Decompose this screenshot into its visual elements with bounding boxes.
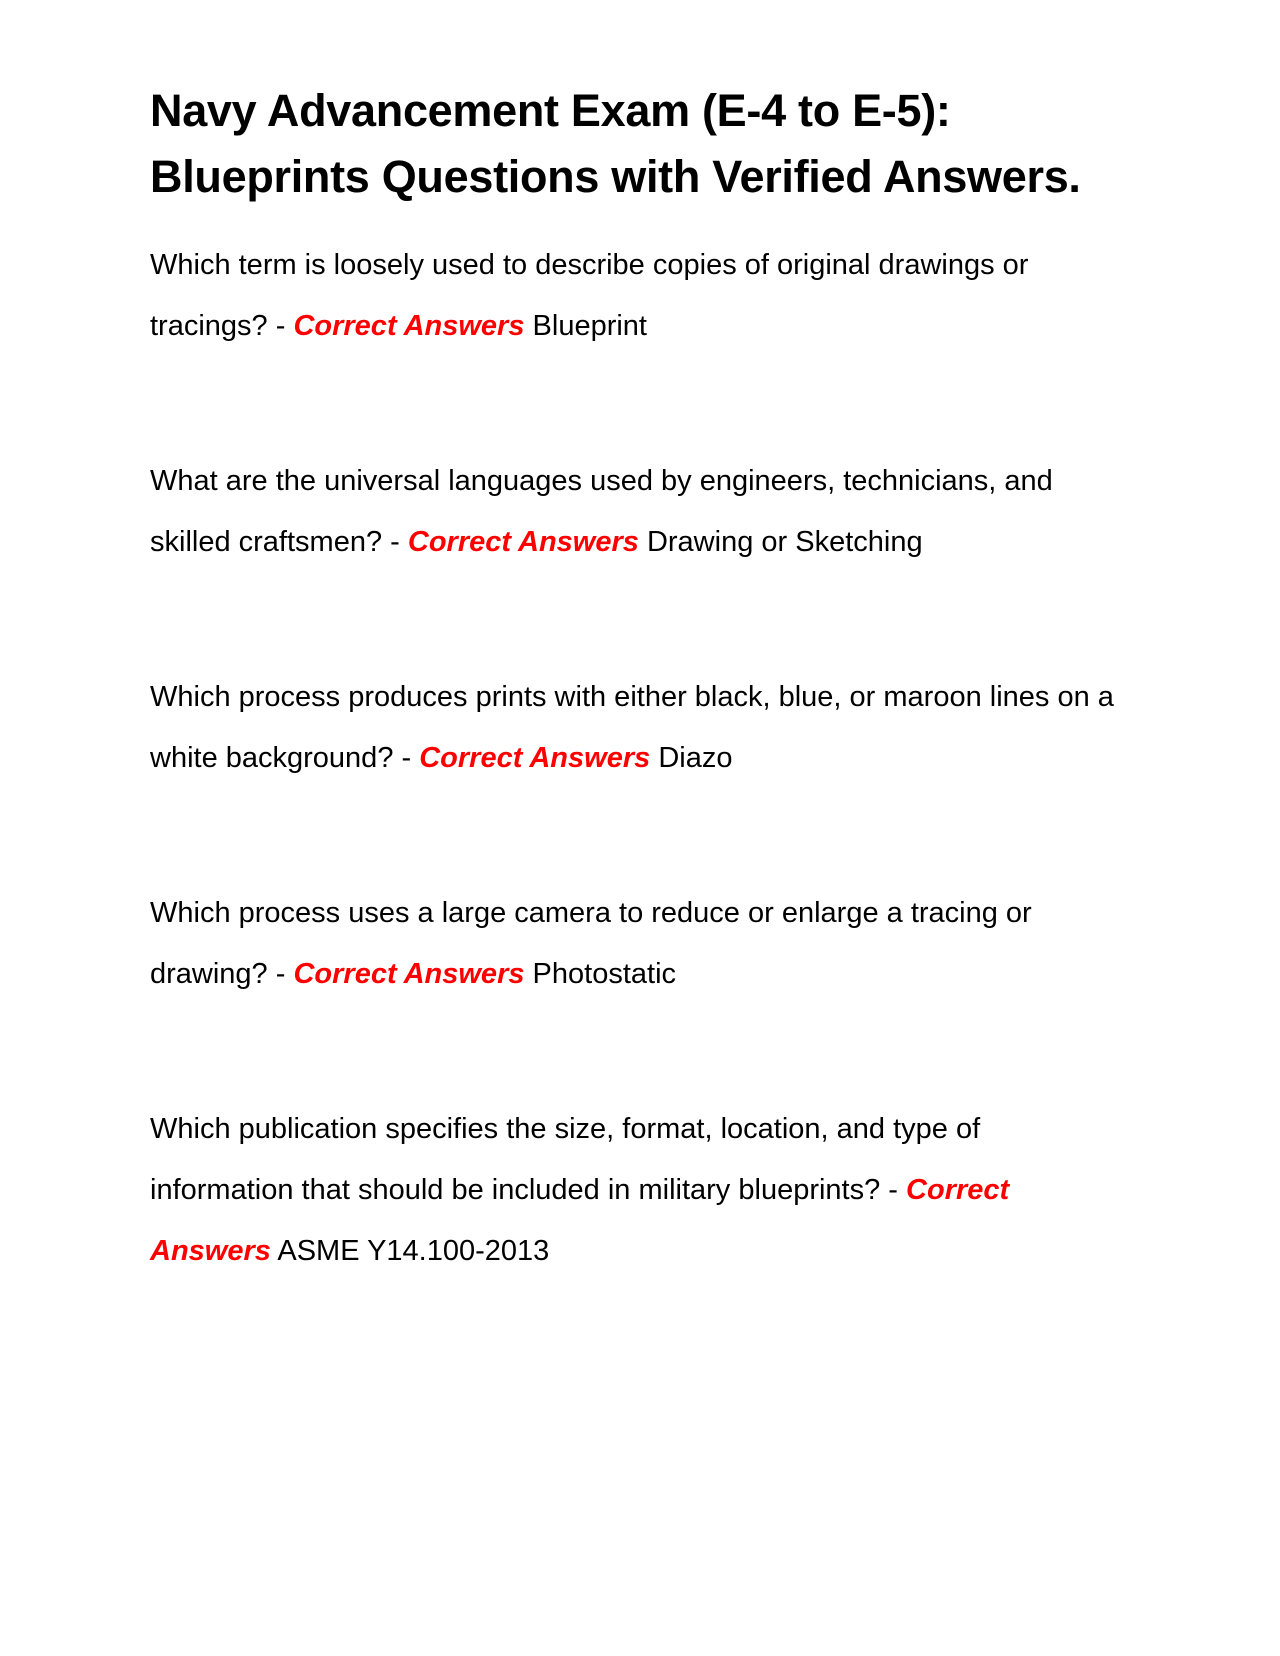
qa-item-3	[150, 667, 1120, 789]
question-text: Which publication specifies the size, format, location, and type of information that should be included in military blueprints?	[150, 1113, 981, 1206]
qa-item-4	[150, 883, 1120, 1005]
correct-answers-label: Correct Answers	[419, 742, 651, 774]
qa-item-5	[150, 1099, 1120, 1282]
qa-item-2	[150, 451, 1120, 573]
question-text: Which process produces prints with either black, blue, or maroon lines on a white background?	[150, 681, 1114, 774]
answer-text: Blueprint	[532, 310, 647, 342]
document-body	[150, 78, 1120, 1282]
question-text: Which term is loosely used to describe copies of original drawings or tracings?	[150, 249, 1029, 342]
correct-answers-label: Correct Answers	[293, 958, 525, 990]
correct-answers-label: Correct Answers	[407, 526, 639, 558]
separator: -	[267, 958, 294, 990]
document-title: Navy Advancement Exam (E-4 to E-5): Blueprints Questions with Verified Answers.	[150, 85, 1081, 202]
separator: -	[393, 742, 420, 774]
question-text: Which process uses a large camera to reduce or enlarge a tracing or drawing?	[150, 897, 1032, 990]
separator: -	[382, 526, 408, 558]
separator: -	[267, 310, 294, 342]
correct-answers-label: Correct Answers	[150, 1174, 1010, 1267]
correct-answers-label: Correct Answers	[293, 310, 525, 342]
qa-item-1	[150, 235, 1120, 357]
answer-text: Drawing or Sketching	[646, 526, 923, 558]
separator: -	[880, 1174, 907, 1206]
answer-text: ASME Y14.100-2013	[277, 1235, 550, 1267]
question-text: What are the universal languages used by engineers, technicians, and skilled craftsmen?	[150, 465, 1053, 558]
answer-text: Photostatic	[532, 958, 677, 990]
answer-text: Diazo	[658, 742, 733, 774]
